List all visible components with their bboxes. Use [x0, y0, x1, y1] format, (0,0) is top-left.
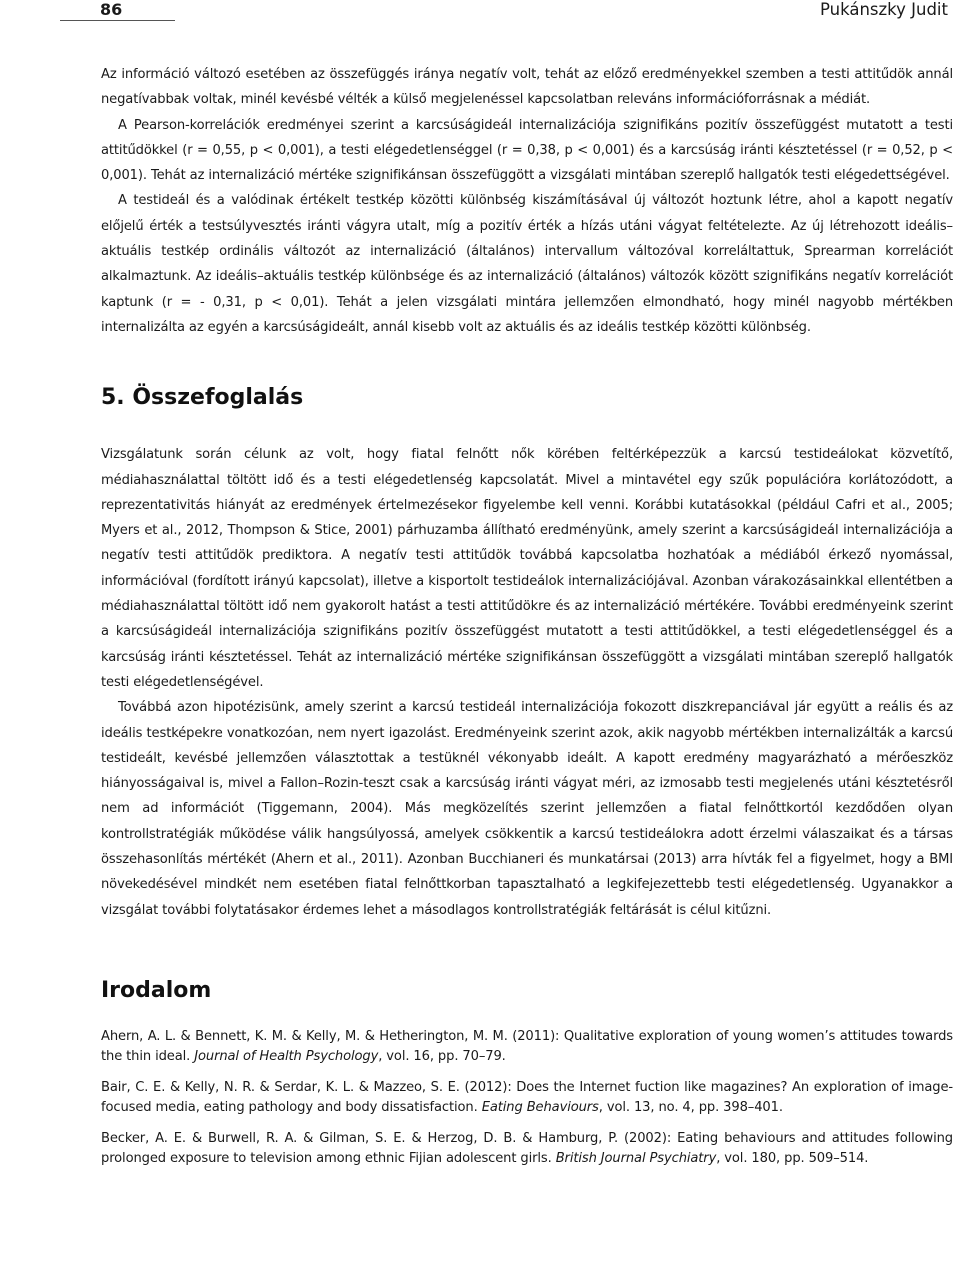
body-paragraph: Az információ változó esetében az összefüggés iránya negatív volt, tehát az előző eredményekkel szemben a testi attitűdök annál negatívabbak voltak, minél kevésbé vélték a külső megjelenéssel kapcsolatban releváns információforrásnak a médiát. — [101, 67, 953, 108]
running-author: Pukánszky Judit — [819, 0, 948, 19]
body-paragraph: A testideál és a valódinak értékelt testkép közötti különbség kiszámításával új változót hoztunk létre, ahol a kapott negatív előjelű érték a testsúlyvesztés iránti vágyra utalt, míg a pozitív érték a hízás utáni vágyat feltételezte. Az új létrehozott ideális–aktuális testkép ordinális változót az internalizáció (általános) intervallum változóval korreláltattuk, Sprearman korrelációt alkalmaztunk. Az ideális–aktuális testkép különbsége és az internalizáció (általános) változók között szignifikáns negatív korrelációt kaptunk (r = - 0,31, p < 0,01). Tehát a jelen vizsgálati mintára jellemzően elmondható, hogy minél nagyobb mértékben internalizálta az egyén a karcsúságideált, annál kisebb volt az aktuális és az ideális testkép közötti különbség. — [101, 193, 953, 335]
reference-journal: Eating Behaviours — [481, 1099, 599, 1115]
reference-journal: British Journal Psychiatry — [555, 1150, 717, 1166]
reference-tail: , vol. 180, pp. 509–514. — [716, 1150, 869, 1166]
reference-tail: , vol. 13, no. 4, pp. 398–401. — [598, 1099, 783, 1115]
reference-list — [101, 1027, 953, 1169]
header-rule — [60, 20, 175, 21]
reference-text: Ahern, A. L. & Bennett, K. M. & Kelly, M. & Hetherington, M. M. (2011): Qualitative exploration of young women’s attitudes towards the thin ideal. — [101, 1028, 953, 1064]
page-header — [0, 0, 960, 30]
reference-item — [101, 1027, 953, 1067]
page-body — [101, 62, 953, 1180]
reference-journal: Journal of Health Psychology — [194, 1048, 379, 1064]
section-title: 5. Összefoglalás — [101, 385, 304, 411]
summary-paragraph: Vizsgálatunk során célunk az volt, hogy fiatal felnőtt nők körében feltérképezzük a karcsú testideálokat közvetítő, médiahasználattal töltött idő és a testi elégedetlenség kapcsolatát. Mivel a mintavétel egy szűk populációra korlátozódott, a reprezentativitás hiányát az eredmények értelmezésekor figyelembe kell venni. Korábbi kutatásokkal (például Cafri et al., 2005; Myers et al., 2012, Thompson & Stice, 2001) párhuzamba állítható eredményünk, amely szerint a karcsúságideál internalizációja a negatív testi attitűdök prediktora. A negatív testi attitűdök továbbá kapcsolatba hozhatóak a médiából érkező nyomással, információval (fordított irányú kapcsolat), illetve a kisportolt testideálok internalizációjával. Azonban várakozásainkkal ellentétben a médiahasználattal töltött idő nem gyakorolt hatást a testi attitűdökre és az internalizáció mértékére. További eredményeink szerint a karcsúságideál internalizációja szignifikáns pozitív összefüggést mutatott a testi attitűdökkel, a testi elégedetlenséggel és a karcsúság iránti késztetéssel. Tehát az internalizáció mértéke szignifikánsan összefüggött a vizsgálati mintában szereplő hallgatók testi elégedetlenségével. — [101, 447, 953, 690]
reference-text: Becker, A. E. & Burwell, R. A. & Gilman, S. E. & Herzog, D. B. & Hamburg, P. (2002): Eating behaviours and attitudes following prolonged exposure to television among ethnic Fijian adolescent girls. — [101, 1130, 953, 1166]
page-number: 86 — [100, 0, 123, 19]
body-paragraph: A Pearson-korrelációk eredményei szerint a karcsúságideál internalizációja szignifikáns pozitív összefüggést mutatott a testi attitűdökkel (r = 0,55, p < 0,001), a testi elégedetlenséggel (r = 0,38, p < 0,001) és a karcsúság iránti késztetéssel (r = 0,52, p < 0,001). Tehát az internalizáció mértéke szignifikánsan összefüggött a vizsgálati mintában szereplő hallgatók testi elégedettségével. — [101, 117, 953, 184]
references-title: Irodalom — [101, 977, 212, 1003]
reference-tail: , vol. 16, pp. 70–79. — [378, 1048, 506, 1064]
reference-text: Bair, C. E. & Kelly, N. R. & Serdar, K. L. & Mazzeo, S. E. (2012): Does the Internet fuction like magazines? An exploration of image-focused media, eating pathology and body dissatisfaction. — [101, 1079, 953, 1115]
reference-item — [101, 1129, 953, 1169]
reference-item — [101, 1078, 953, 1118]
summary-paragraph: Továbbá azon hipotézisünk, amely szerint a karcsú testideál internalizációja fokozott diszkrepanciával jár együtt a reális és az ideális testképekre vonatkozóan, nem nyert igazolást. Eredményeink szerint azok, akik nagyobb mértékben internalizálták a karcsú testideált, kevésbé jellemzően választottak a testüknél vékonyabb ideált. A kapott eredmény magyarázható a mérőeszköz hiányosságaival is, mivel a Fallon–Rozin-teszt csak a karcsúság iránti vágyat méri, az izmosabb testi megjelenés utáni késztetésről nem ad információt (Tiggemann, 2004). Más megközelítés szerint jellemzően a fiatal felnőttkortól kezdődően olyan kontrollstratégiák működése válik hangsúlyossá, amelyek csökkentik a karcsú testideálokra adott érzelmi válaszaikat és a társas összehasonlítás mértékét (Ahern et al., 2011). Azonban Bucchianeri és munkatársai (2013) arra hívták fel a figyelmet, hogy a BMI növekedésével mindkét nem esetében fiatal felnőttkorban tapasztalható a legkifejezettebb testi elégedetlenség. Ugyanakkor a vizsgálat további folytatásakor érdemes lehet a másodlagos kontrollstratégiák feltárását is célul kitűzni. — [101, 700, 953, 918]
